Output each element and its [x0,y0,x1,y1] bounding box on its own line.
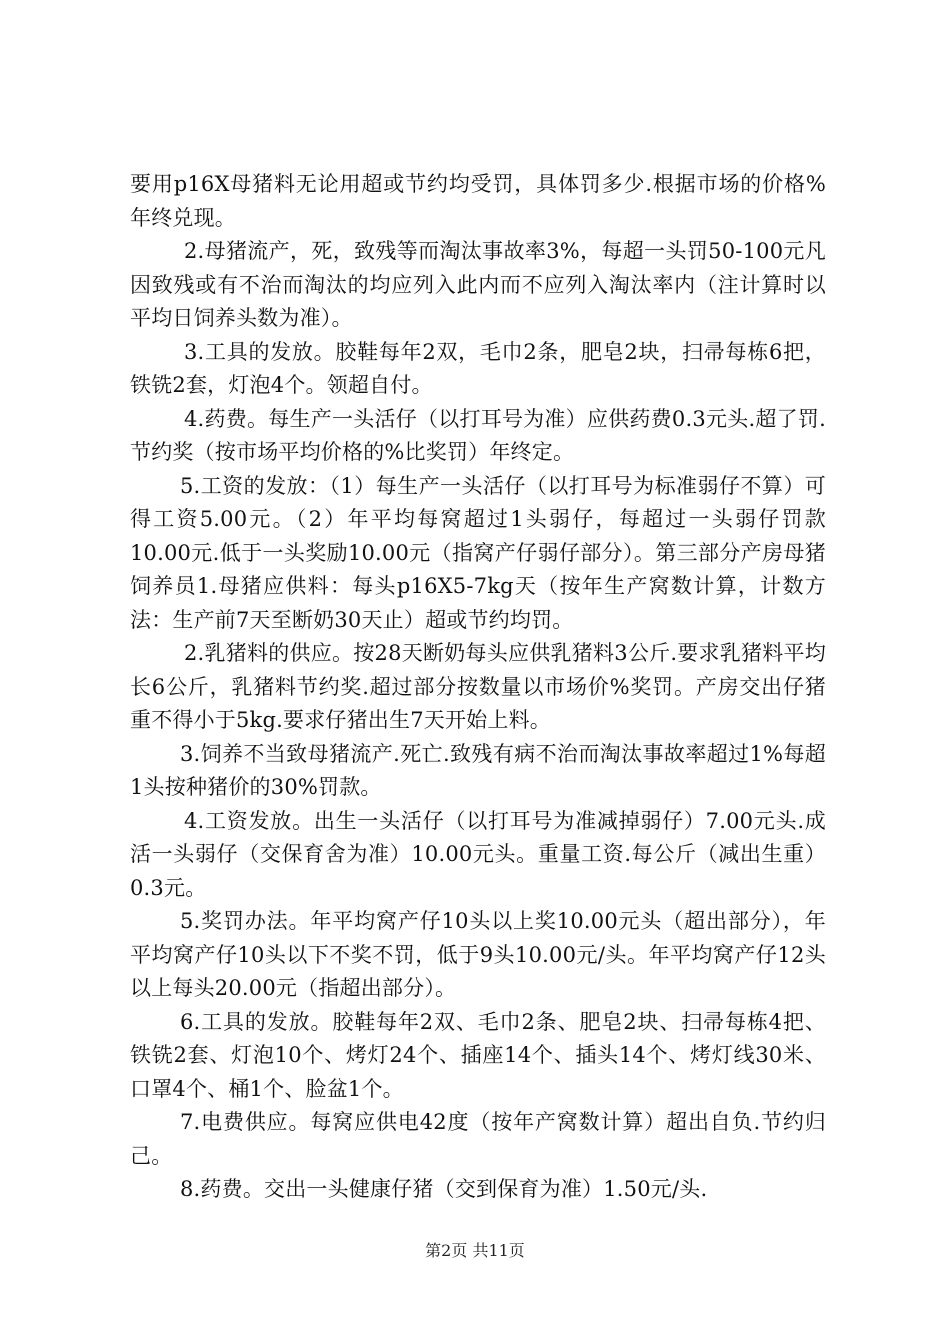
paragraph-wage-payment: 4.工资发放。出生一头活仔（以打耳号为准减掉弱仔）7.00元头.成活一头弱仔（交保育舍为准）10.00元头。重量工资.每公斤（减出生重）0.3元。 [130,808,826,900]
paragraph-electricity: 7.电费供应。每窝应供电42度（按年产窝数计算）超出自负.节约归己。 [130,1110,826,1168]
paragraph-medicine-fee: 8.药费。交出一头健康仔猪（交到保育为准）1.50元/头. [180,1177,708,1201]
paragraph-item-2-abortion: 2.母猪流产，死，致残等而淘汰事故率3%，每超一头罚50-100元凡因致残或有不治而淘汰的均应列入此内而不应列入淘汰率内（注计算时以平均日饲养头数为准）。 [130,239,826,330]
paragraph-rewards: 5.奖罚办法。年平均窝产仔10头以上奖10.00元头（超出部分），年平均窝产仔10头以下不奖不罚，低于9头10.00元/头。年平均窝产仔12头以上每头20.00元（指超出部分）。 [130,909,826,1000]
paragraph-accident-rate: 3.饲养不当致母猪流产.死亡.致残有病不治而淘汰事故率超过1%每超1头按种猪价的30%罚款。 [130,741,826,799]
paragraph-continuation: 要用p16X母猪料无论用超或节约均受罚，具体罚多少.根据市场的价格%年终兑现。 [130,172,826,230]
page-footer: 第2页 共11页 [425,1241,525,1260]
paragraph-item-3-tools: 3.工具的发放。胶鞋每年2双，毛巾2条，肥皂2块，扫帚每栋6把，铁铣2套，灯泡4个。领超自付。 [130,339,826,397]
document-body [130,168,826,1207]
paragraph-item-5-wages: 5.工资的发放：（1）每生产一头活仔（以打耳号为标准弱仔不算）可得工资5.00元。（2）年平均每窝超过1头弱仔，每超过一头弱仔罚款10.00元.低于一头奖励10.00元（指窝产仔弱仔部分）。第三部分产房母猪饲养员1.母猪应供料：每头p16X5-7kg天（按年生产窝数计算，计数方法：生产前7天至断奶30天止）超或节约均罚。 [130,473,826,632]
paragraph-item-4-medicine: 4.药费。每生产一头活仔（以打耳号为准）应供药费0.3元头.超了罚.节约奖（按市场平均价格的%比奖罚）年终定。 [130,406,826,464]
paragraph-tools-issue: 6.工具的发放。胶鞋每年2双、毛巾2条、肥皂2块、扫帚每栋4把、铁铣2套、灯泡10个、烤灯24个、插座14个、插头14个、烤灯线30米、口罩4个、桶1个、脸盆1个。 [130,1009,826,1101]
paragraph-piglet-feed: 2.乳猪料的供应。按28天断奶每头应供乳猪料3公斤.要求乳猪料平均长6公斤，乳猪料节约奖.超过部分按数量以市场价%奖罚。产房交出仔猪重不得小于5kg.要求仔猪出生7天开始上料。 [130,641,826,732]
